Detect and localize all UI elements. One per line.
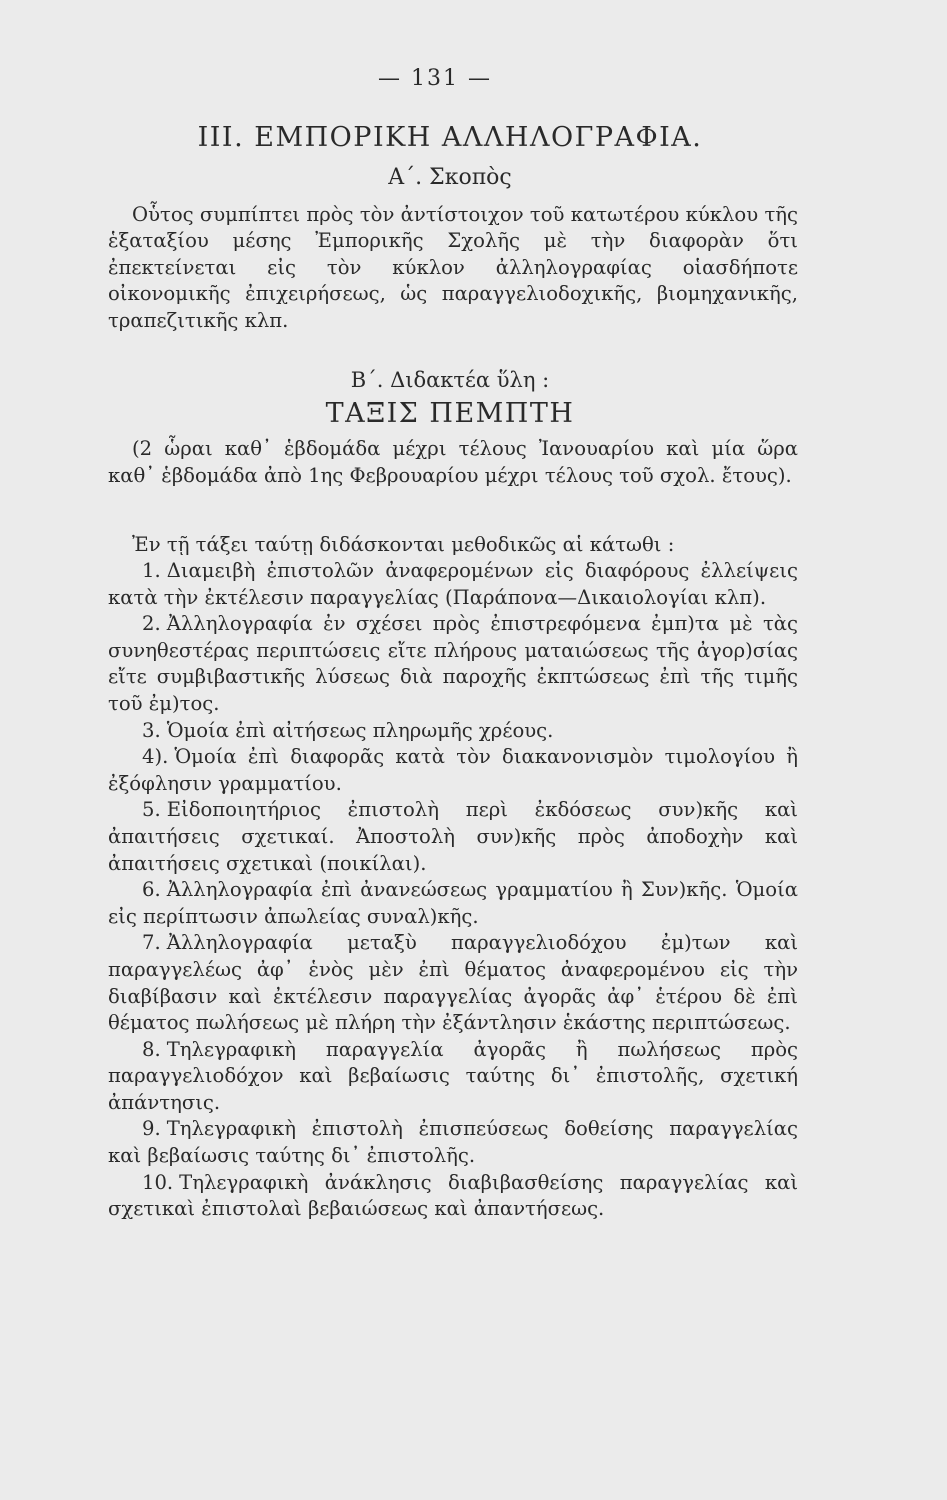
lead-sentence: Ἐν τῇ τάξει ταύτῃ διδάσκονται μεθοδικῶς αἱ κάτωθι :	[132, 533, 675, 556]
item-text: Διαμειβὴ ἐπιστολῶν ἀναφερομένων εἰς διαφόρους ἐλλείψεις κατὰ τὴν ἐκτέλεσιν παραγγελίας (Παράπονα—Δικαιολογίαι κλπ).	[108, 559, 798, 609]
section-a-text: Οὗτος συμπίπτει πρὸς τὸν ἀντίστοιχον τοῦ κατωτέρου κύκλου τῆς ἑξαταξίου μέσης Ἐμπορικῆς Σχολῆς μὲ τὴν διαφορὰν ὅτι ἐπεκτείνεται εἰς τὸν κύκλον ἀλληλογραφίας οἱασδήποτε οἰκονομικῆς ἐπιχειρήσεως, ὡς παραγγελιοδοχικῆς, βιομηχανικῆς, τραπεζιτικῆς κλπ.	[108, 203, 798, 332]
page-number: — 131 —	[378, 66, 492, 91]
item-number: 10.	[142, 1170, 174, 1194]
section-a-heading: Α΄. Σκοπὸς	[388, 165, 512, 190]
list-item	[108, 1170, 798, 1223]
chapter-title: III. ΕΜΠΟΡΙΚΗ ΑΛΛΗΛΟΓΡΑΦΙΑ.	[197, 122, 703, 153]
item-text: Τηλεγραφικὴ ἀνάκλησις διαβιβασθείσης παραγγελίας καὶ σχετικαὶ ἐπιστολαὶ βεβαιώσεως καὶ ἀπαντήσεως.	[108, 1170, 798, 1221]
item-text: Ἀλληλογραφία ἐπὶ ἀνανεώσεως γραμματίου ἢ Συν)κῆς. Ὁμοία εἰς περίπτωσιν ἀπωλείας συναλ)κῆς.	[108, 878, 798, 928]
section-b-heading: Β΄. Διδακτέα ὕλη :	[350, 368, 550, 392]
item-number: 1.	[142, 559, 161, 582]
item-text: Τηλεγραφικὴ παραγγελία ἀγορᾶς ἢ πωλήσεως πρὸς παραγγελιοδόχον καὶ βεβαίωσις ταύτης δι᾽ ἐπιστολῆς, σχετική ἀπάντησις.	[108, 1037, 798, 1114]
list-item	[108, 877, 798, 930]
item-text: Ὁμοία ἐπὶ αἰτήσεως πληρωμῆς χρέους.	[166, 718, 554, 742]
list-item	[108, 744, 798, 797]
list-item	[108, 797, 798, 877]
item-text: Ὁμοία ἐπὶ διαφορᾶς κατὰ τὸν διακανονισμὸν τιμολογίου ἢ ἐξόφλησιν γραμματίου.	[108, 745, 798, 795]
item-number: 6.	[142, 878, 161, 902]
item-number: 9.	[142, 1117, 161, 1141]
item-text: Ἀλληλογραφία μεταξὺ παραγγελιοδόχου ἐμ)των καὶ παραγγελέως ἀφ᾽ ἑνὸς μὲν ἐπὶ θέματος ἀναφερομένου εἰς τὴν διαβίβασιν καὶ ἐκτέλεσιν παραγγελίας ἀγορᾶς ἀφ᾽ ἑτέρου δὲ ἐπὶ θέματος πωλήσεως μὲ πλήρη τὴν ἐξάντλησιν ἑκάστης περιπτώσεως.	[108, 931, 798, 1035]
item-text: Εἰδοποιητήριος ἐπιστολὴ περὶ ἐκδόσεως συν)κῆς καὶ ἀπαιτήσεις σχετικαί. Ἀποστολὴ συν)κῆς πρὸς ἀποδοχὴν καὶ ἀπαιτήσεις σχετικαὶ (ποικίλαι).	[108, 798, 798, 875]
list-item	[108, 718, 798, 745]
list-item	[108, 1037, 798, 1117]
item-text: Ἀλληλογραφία ἐν σχέσει πρὸς ἐπιστρεφόμενα ἐμπ)τα μὲ τὰς συνηθεστέρας περιπτώσεις εἴτε πλήρους ματαιώσεως τῆς ἀγορ)σίας εἴτε συμβιβαστικῆς λύσεως διὰ παροχῆς ἐκπτώσεως ἐπὶ τῆς τιμῆς τοῦ ἐμ)τος.	[108, 612, 798, 715]
item-number: 4).	[142, 745, 169, 769]
class-title: ΤΑΞΙΣ ΠΕΜΠΤΗ	[325, 398, 575, 429]
item-text: Τηλεγραφικὴ ἐπιστολὴ ἐπισπεύσεως δοθείσης παραγγελίας καὶ βεβαίωσις ταύτης δι᾽ ἐπιστολῆς.	[108, 1117, 798, 1168]
list-item	[108, 611, 798, 717]
item-number: 2.	[142, 612, 161, 636]
topic-list	[108, 558, 798, 1223]
item-number: 3.	[142, 718, 161, 742]
hours-note: (2 ὧραι καθ᾽ ἑβδομάδα μέχρι τέλους Ἰανουαρίου καὶ μία ὥρα καθ᾽ ἑβδομάδα ἀπὸ 1ης Φεβρουαρίου μέχρι τέλους τοῦ σχολ. ἔτους).	[108, 437, 798, 487]
list-item	[108, 930, 798, 1036]
item-number: 8.	[142, 1037, 161, 1061]
list-item	[108, 1116, 798, 1169]
item-number: 5.	[142, 798, 161, 822]
list-item	[108, 558, 798, 611]
item-number: 7.	[142, 931, 161, 955]
